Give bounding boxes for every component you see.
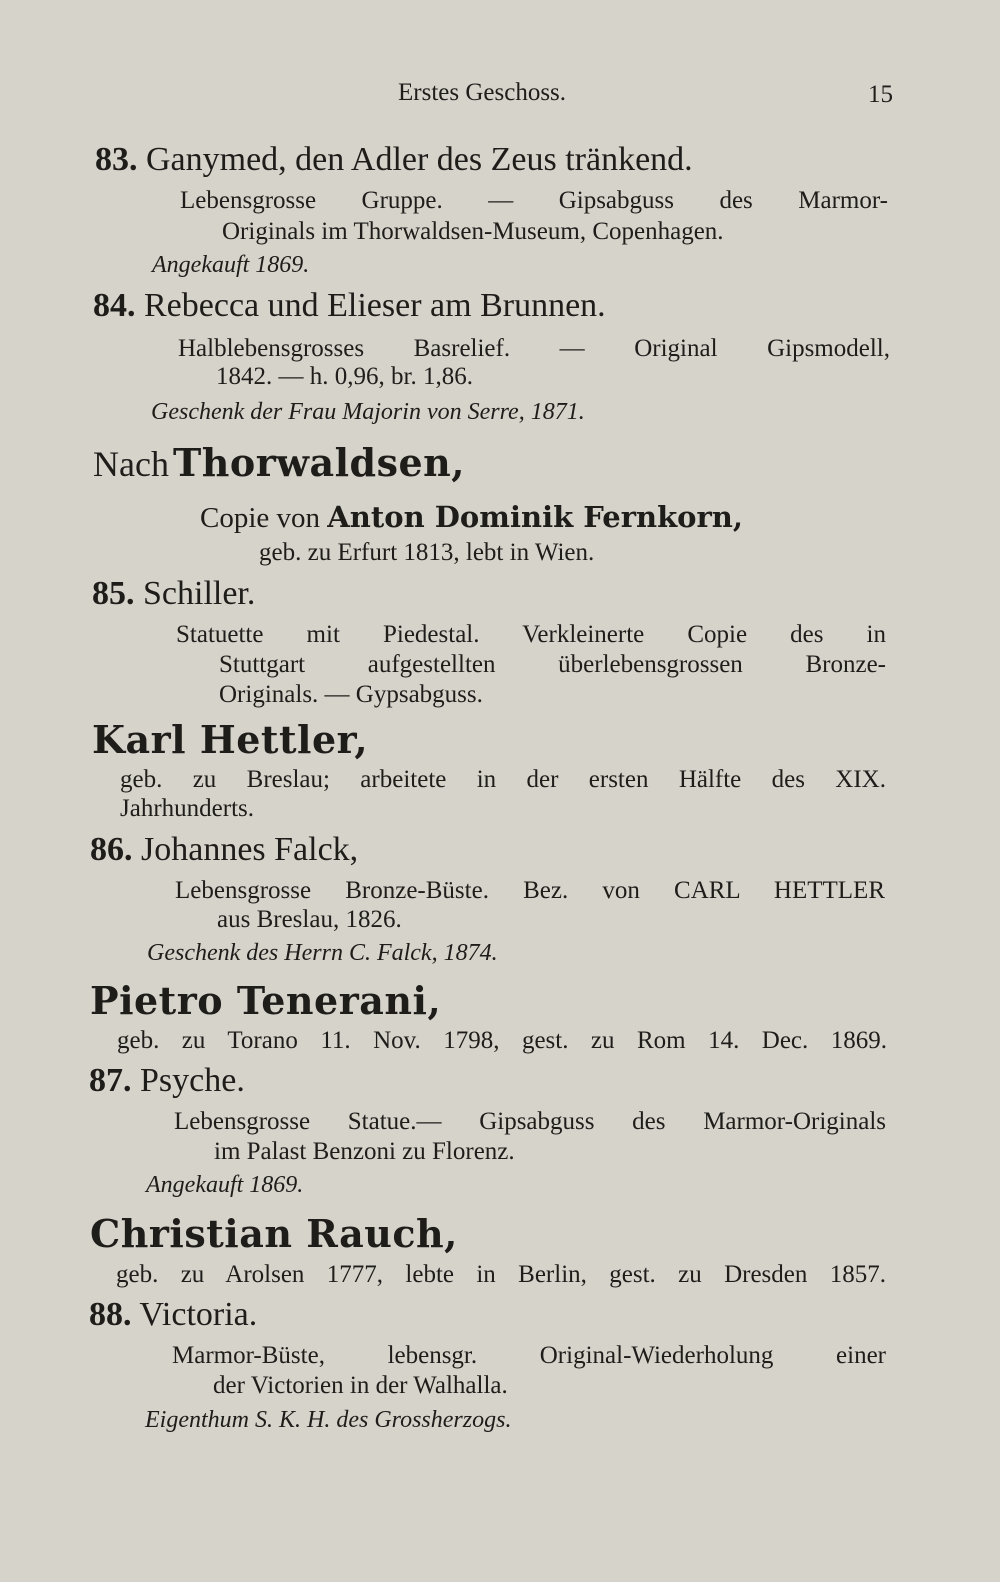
copyist-name: Anton Dominik Fernkorn,	[327, 500, 743, 534]
artist-bio-tenerani: geb. zu Torano 11. Nov. 1798, gest. zu Rom 14. Dec. 1869.	[117, 1027, 887, 1054]
entry-number: 83.	[95, 141, 138, 178]
entry-number: 86.	[90, 831, 133, 868]
entry-number: 84.	[93, 287, 136, 324]
entry-number: 88.	[89, 1296, 132, 1333]
entry-84-provenance: Geschenk der Frau Majorin von Serre, 1871.	[151, 399, 585, 425]
artist-name: Thorwaldsen,	[172, 440, 466, 485]
entry-88-description-line-1: Marmor-Büste, lebensgr. Original-Wiederholung einer	[172, 1342, 886, 1369]
entry-87-description-line-2: im Palast Benzoni zu Florenz.	[214, 1138, 515, 1165]
entry-title: Ganymed, den Adler des Zeus tränkend.	[146, 141, 693, 178]
running-title: Erstes Geschoss.	[398, 79, 567, 106]
entry-87-provenance: Angekauft 1869.	[146, 1172, 304, 1198]
entry-83-heading	[95, 143, 693, 177]
artist-heading-thorwaldsen	[93, 440, 466, 485]
entry-86-description-line-2: aus Breslau, 1826.	[217, 906, 402, 933]
entry-title: Psyche.	[140, 1062, 245, 1099]
entry-title: Rebecca und Elieser am Brunnen.	[144, 287, 606, 324]
entry-83-description-line-1: Lebensgrosse Gruppe. — Gipsabguss des Marmor-	[180, 187, 888, 214]
entry-85-description-line-2: Stuttgart aufgestellten überlebensgrossen Bronze-	[219, 651, 886, 678]
artist-heading-rauch: Christian Rauch,	[90, 1211, 458, 1256]
artist-heading-hettler: Karl Hettler,	[92, 717, 369, 762]
entry-title: Schiller.	[143, 575, 256, 612]
entry-title: Johannes Falck,	[141, 831, 359, 868]
entry-number: 85.	[92, 575, 135, 612]
artist-bio-hettler-line-1: geb. zu Breslau; arbeitete in der ersten Hälfte des XIX.	[120, 766, 886, 793]
entry-87-heading	[89, 1064, 245, 1098]
entry-83-description-line-2: Originals im Thorwaldsen-Museum, Copenhagen.	[222, 218, 724, 245]
copy-attribution	[200, 500, 743, 534]
artist-bio-rauch: geb. zu Arolsen 1777, lebte in Berlin, gest. zu Dresden 1857.	[116, 1261, 886, 1288]
artist-prefix: Nach	[93, 444, 169, 484]
entry-84-description-line-1: Halblebensgrosses Basrelief. — Original Gipsmodell,	[178, 335, 890, 362]
entry-85-description-line-3: Originals. — Gypsabguss.	[219, 681, 483, 708]
copyist-bio: geb. zu Erfurt 1813, lebt in Wien.	[259, 539, 595, 566]
entry-88-provenance: Eigenthum S. K. H. des Grossherzogs.	[145, 1407, 512, 1433]
entry-88-heading	[89, 1298, 257, 1332]
page-number: 15	[868, 81, 893, 108]
entry-86-heading	[90, 833, 358, 867]
entry-88-description-line-2: der Victorien in der Walhalla.	[213, 1372, 508, 1399]
artist-bio-hettler-line-2: Jahrhunderts.	[120, 795, 254, 822]
entry-83-provenance: Angekauft 1869.	[152, 252, 310, 278]
entry-87-description-line-1: Lebensgrosse Statue.— Gipsabguss des Marmor-Originals	[174, 1108, 886, 1135]
entry-84-heading	[93, 289, 606, 323]
entry-title: Victoria.	[139, 1296, 258, 1333]
entry-85-description-line-1: Statuette mit Piedestal. Verkleinerte Copie des in	[176, 621, 886, 648]
entry-number: 87.	[89, 1062, 132, 1099]
artist-heading-tenerani: Pietro Tenerani,	[90, 978, 442, 1023]
entry-85-heading	[92, 577, 255, 611]
copy-prefix: Copie von	[200, 502, 321, 534]
entry-86-provenance: Geschenk des Herrn C. Falck, 1874.	[147, 940, 498, 966]
entry-86-description-line-1: Lebensgrosse Bronze-Büste. Bez. von CARL HETTLER	[175, 877, 885, 904]
entry-84-description-line-2: 1842. — h. 0,96, br. 1,86.	[216, 363, 473, 390]
